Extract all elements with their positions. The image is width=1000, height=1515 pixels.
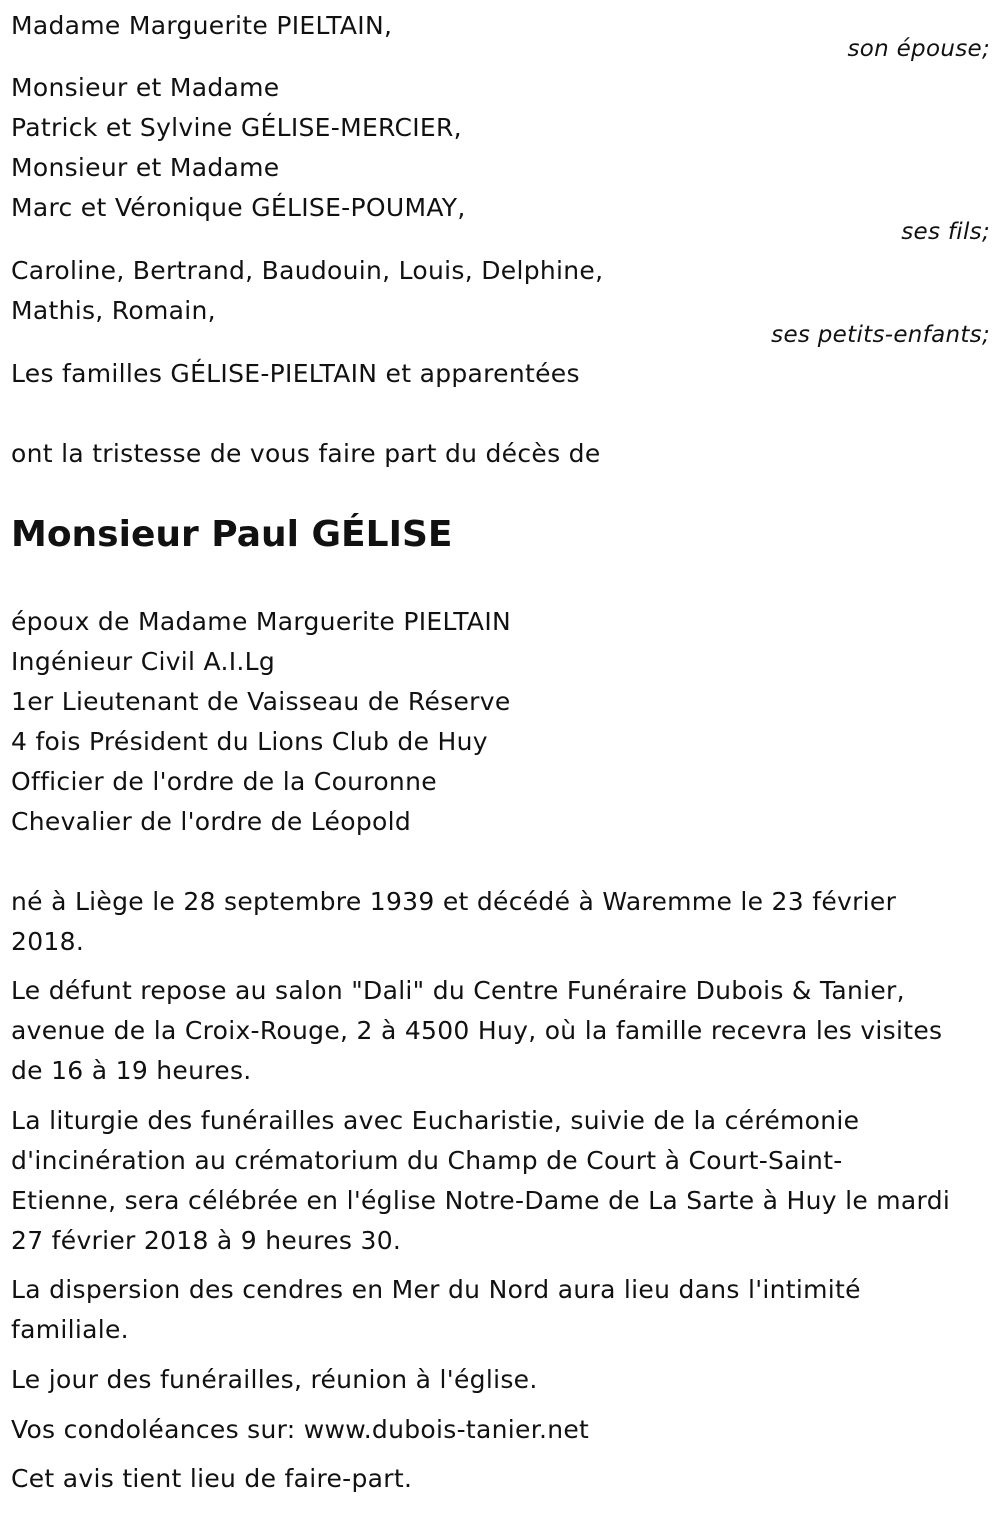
grandchildren-line-2: Mathis, Romain, xyxy=(11,296,216,325)
spouse-role: son épouse; xyxy=(847,36,990,62)
meeting-line: Le jour des funérailles, réunion à l'église. xyxy=(11,1365,538,1394)
repose-line-3: de 16 à 19 heures. xyxy=(11,1056,252,1085)
dispersion-line-2: familiale. xyxy=(11,1315,129,1344)
title-line-2: Ingénieur Civil A.I.Lg xyxy=(11,647,276,676)
title-line-4: 4 fois Président du Lions Club de Huy xyxy=(11,727,488,756)
repose-line-1: Le défunt repose au salon "Dali" du Centre Funéraire Dubois & Tanier, xyxy=(11,976,905,1005)
announcement-line: ont la tristesse de vous faire part du décès de xyxy=(11,439,601,468)
dispersion-line-1: La dispersion des cendres en Mer du Nord aura lieu dans l'intimité xyxy=(11,1275,861,1304)
title-line-6: Chevalier de l'ordre de Léopold xyxy=(11,807,412,836)
grandchildren-line-1: Caroline, Bertrand, Baudouin, Louis, Delphine, xyxy=(11,256,604,285)
title-line-3: 1er Lieutenant de Vaisseau de Réserve xyxy=(11,687,511,716)
birth-death-line-1: né à Liège le 28 septembre 1939 et décédé à Waremme le 23 février xyxy=(11,887,897,916)
deceased-name: Monsieur Paul GÉLISE xyxy=(11,514,453,555)
repose-line-2: avenue de la Croix-Rouge, 2 à 4500 Huy, où la famille recevra les visites xyxy=(11,1016,943,1045)
liturgy-line-2: d'incinération au crématorium du Champ de Court à Court-Saint- xyxy=(11,1146,843,1175)
families-line: Les familles GÉLISE-PIELTAIN et apparentées xyxy=(11,359,580,388)
grandchildren-role: ses petits-enfants; xyxy=(771,322,990,348)
spouse-name: Madame Marguerite PIELTAIN, xyxy=(11,11,393,40)
sons-line-1: Monsieur et Madame xyxy=(11,73,280,102)
notice-line: Cet avis tient lieu de faire-part. xyxy=(11,1464,413,1493)
sons-line-4: Marc et Véronique GÉLISE-POUMAY, xyxy=(11,193,466,222)
sons-line-3: Monsieur et Madame xyxy=(11,153,280,182)
liturgy-line-3: Etienne, sera célébrée en l'église Notre-Dame de La Sarte à Huy le mardi xyxy=(11,1186,951,1215)
liturgy-line-4: 27 février 2018 à 9 heures 30. xyxy=(11,1226,402,1255)
title-line-5: Officier de l'ordre de la Couronne xyxy=(11,767,437,796)
sons-line-2: Patrick et Sylvine GÉLISE-MERCIER, xyxy=(11,113,462,142)
birth-death-line-2: 2018. xyxy=(11,927,85,956)
liturgy-line-1: La liturgie des funérailles avec Eucharistie, suivie de la cérémonie xyxy=(11,1106,860,1135)
condolences-line: Vos condoléances sur: www.dubois-tanier.net xyxy=(11,1415,590,1444)
sons-role: ses fils; xyxy=(901,219,990,245)
title-line-1: époux de Madame Marguerite PIELTAIN xyxy=(11,607,512,636)
